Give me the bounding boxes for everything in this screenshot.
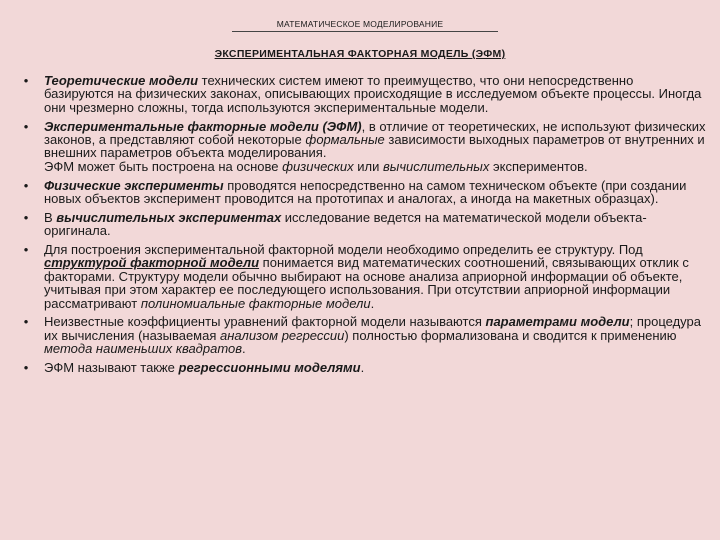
item-text: проводятся непосредственно на самом техническом объекте (при создании новых объектов эксперимент проводится на прототипах и аналогах, а иногда на макетных образцах).: [44, 177, 687, 207]
item-text: технических систем имеют то преимущество, что они непосредственно базируются на физических законах, описывающих происходящие в исследуемом объекте процессы. Иногда они чрезмерно сложны, тогда используются экспериментальные модели.: [44, 73, 702, 115]
list-item: [20, 211, 706, 238]
term-theoretical-models: Теоретические модели: [44, 73, 199, 88]
slide-title: ЭКСПЕРИМЕНТАЛЬНАЯ ФАКТОРНАЯ МОДЕЛЬ (ЭФМ): [214, 48, 506, 60]
item-continuation: [44, 160, 706, 173]
list-item: [20, 361, 706, 374]
term-regression-analysis: анализом регрессии: [220, 327, 345, 343]
bullet-icon: •: [23, 314, 29, 330]
term-computational-experiments: вычислительных экспериментах: [56, 209, 282, 225]
item-text: понимается вид математических соотношений, связывающих отклик с факторами. Структуру модели обычно выбирают на основе анализа априорной информации об объекте, учитывая при этом характер ее последующего использования. При отсутствии априорной информации рассматривают: [44, 255, 689, 311]
item-text: .: [370, 295, 375, 311]
item-text: зависимости выходных параметров от внутренних и внешних параметров объекта моделирования.: [44, 132, 705, 161]
bullet-icon: •: [23, 360, 29, 376]
term-experimental-factor-models: Экспериментальные факторные модели (ЭФМ): [44, 118, 362, 134]
item-text: ) полностью формализована и сводится к применению: [344, 327, 677, 343]
term-regression-models: регрессионными моделями: [178, 360, 361, 376]
slide-header: МАТЕМАТИЧЕСКОЕ МОДЕЛИРОВАНИЕ: [276, 19, 444, 29]
item-text: или: [353, 158, 383, 174]
item-text: Для построения экспериментальной факторной модели необходимо определить ее структуру. Под: [44, 242, 643, 258]
list-item: [20, 74, 706, 114]
list-item: [20, 179, 706, 206]
list-item: [20, 120, 706, 174]
item-text: ; процедура их вычисления (называемая: [44, 314, 701, 343]
term-formal: формальные: [305, 132, 385, 148]
bullet-icon: •: [23, 118, 29, 134]
item-text: В: [44, 209, 57, 225]
item-text: , в отличие от теоретических, не используют физических законов, а представляют собой некоторые: [44, 118, 706, 148]
item-text: .: [360, 360, 365, 376]
term-model-parameters: параметрами модели: [485, 314, 630, 330]
bullet-list: [20, 74, 706, 380]
list-item: [20, 243, 706, 310]
item-text: ЭФМ называют также: [44, 360, 179, 376]
item-text: исследование ведется на математической модели объекта-оригинала.: [44, 209, 647, 239]
item-text: Неизвестные коэффициенты уравнений факторной модели называются: [44, 314, 486, 330]
item-text: ЭФМ может быть построена на основе: [44, 158, 283, 174]
bullet-icon: •: [23, 242, 29, 258]
term-physical: физических: [282, 158, 354, 174]
item-text: .: [242, 341, 246, 357]
bullet-icon: •: [23, 73, 29, 88]
term-physical-experiments: Физические эксперименты: [44, 177, 224, 193]
bullet-icon: •: [23, 177, 29, 193]
term-computational: вычислительных: [382, 158, 490, 174]
term-polynomial-models: полиномиальные факторные модели: [140, 295, 371, 311]
term-model-structure: структурой факторной модели: [44, 255, 260, 271]
list-item: [20, 315, 706, 355]
item-text: экспериментов.: [489, 158, 588, 174]
bullet-icon: •: [23, 209, 29, 225]
term-least-squares: метода наименьших квадратов: [44, 341, 243, 357]
header-divider: [232, 31, 498, 32]
